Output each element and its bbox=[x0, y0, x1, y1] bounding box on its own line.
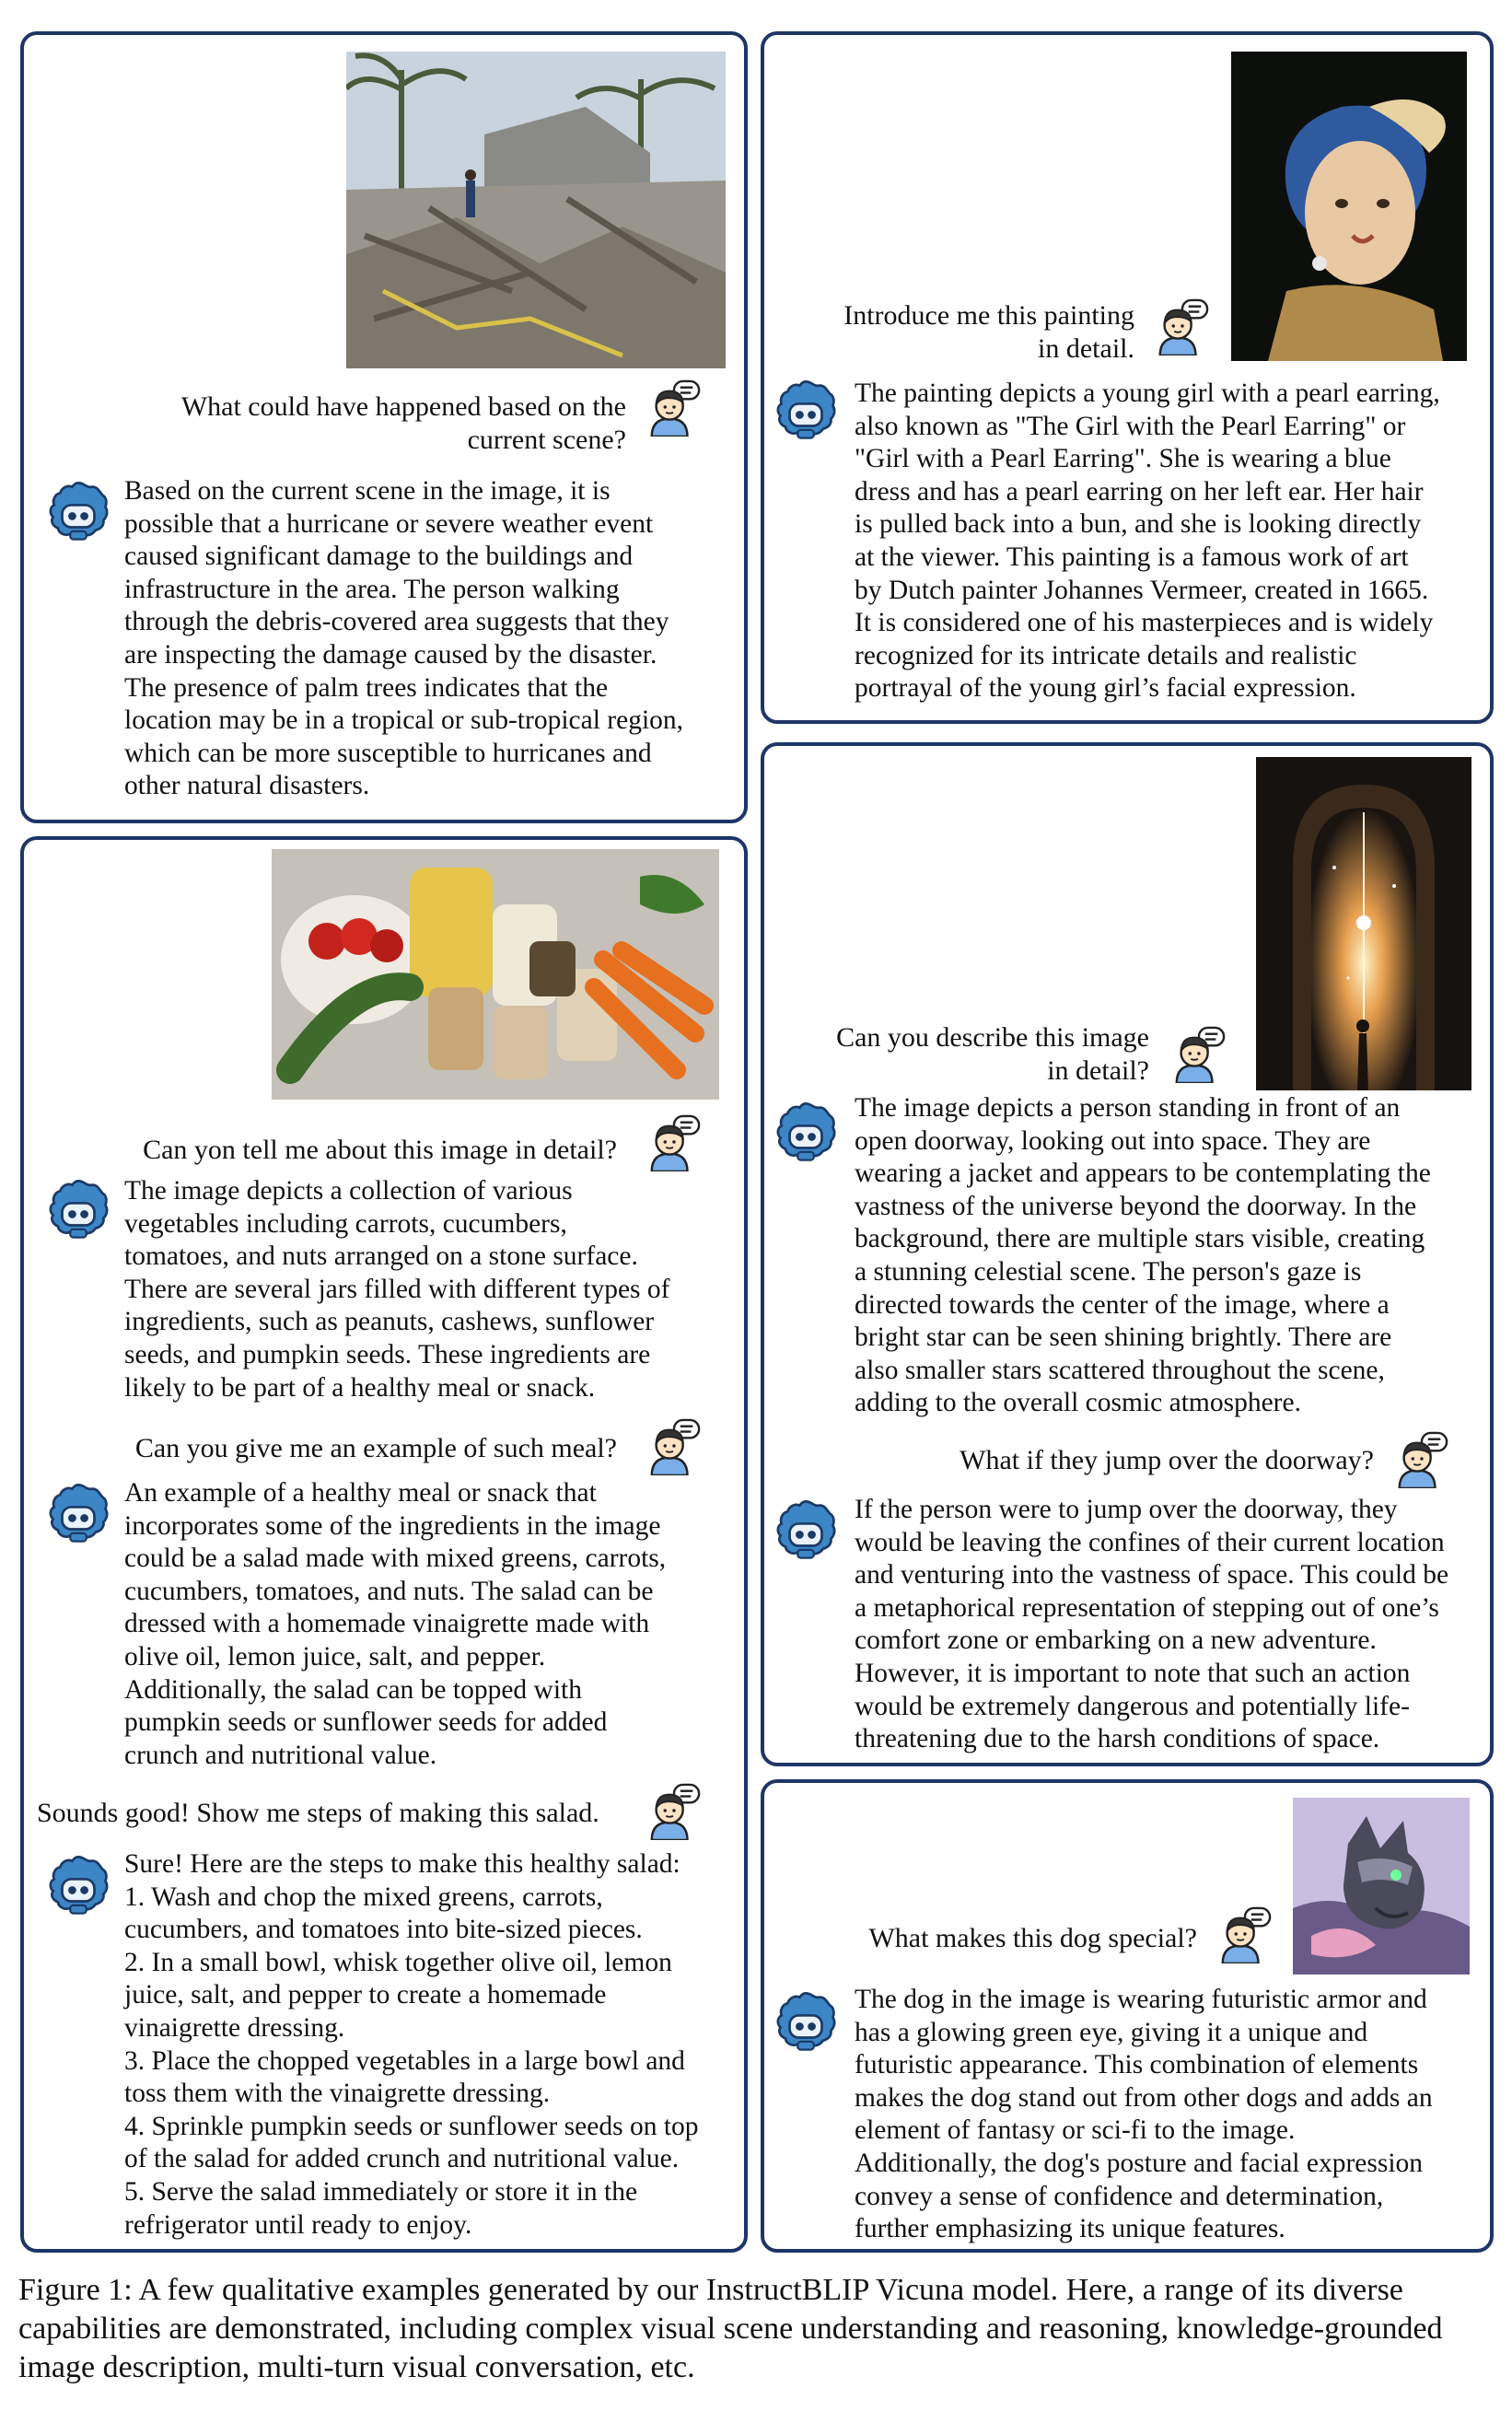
question-text: Sounds good! Show me steps of making this salad. bbox=[37, 1798, 599, 1828]
answer-text: Based on the current scene in the image, it is possible that a hurricane or severe weather event caused significant damage to the buildings and infrastructure in the area. The person walking through the debris-covered area suggests that they are inspecting the damage caused by the disaster. The presence of palm trees indicates that the location may be in a tropical or sub-tropical region, which can be more susceptible to hurricanes and other natural disasters. bbox=[124, 476, 684, 801]
question-text: What makes this dog special? bbox=[868, 1923, 1197, 1953]
instructblip-bot-icon bbox=[773, 1100, 838, 1164]
instructblip-bot-icon bbox=[773, 1497, 838, 1562]
user-avatar-icon bbox=[1392, 1431, 1449, 1488]
instructblip-bot-icon bbox=[46, 1481, 110, 1545]
question-text: What if they jump over the doorway? bbox=[960, 1445, 1374, 1475]
answer-text: The image depicts a person standing in front of an open doorway, looking out into space. They are wearing a jacket and appears to be contemplating the vastness of the universe beyond the doorway. In the background, there are multiple stars visible, creating a stunning celestial scene. The person's gaze is directed towards the center of the image, where a bright star can be seen shining brightly. There are also smaller stars scattered throughout the scene, adding to the overall cosmic atmosphere. bbox=[855, 1093, 1431, 1418]
instructblip-bot-icon bbox=[773, 1989, 838, 2054]
user-avatar-icon bbox=[645, 1114, 702, 1171]
answer-text: If the person were to jump over the doorway, they would be leaving the confines of their current location and venturing into the vastness of space. This could be a metaphorical representation of stepping out of one’s comfort zone or embarking on a new adventure. However, it is important to note that such an action would be extremely dangerous and potentially life- threatening due to the harsh conditions of space. bbox=[855, 1495, 1449, 1754]
answer-text: Sure! Here are the steps to make this healthy salad: 1. Wash and chop the mixed greens, carrots, cucumbers, and tomatoes into bite-sized pieces. 2. In a small bowl, whisk together olive oil, lemon juice, salt, and pepper to create a homemade vinaigrette dressing. 3. Place the chopped vegetables in a large bowl and toss them with the vinaigrette dressing. 4. Sprinkle pumpkin seeds or sunflower seeds on top of the salad for added crunch and nutritional value. 5. Serve the salad immediately or store it in the refrigerator until ready to enjoy. bbox=[124, 1849, 699, 2240]
question-text: Can yon tell me about this image in detail? bbox=[143, 1135, 617, 1165]
figure-caption: Figure 1: A few qualitative examples generated by our InstructBLIP Vicuna model. Here, a range of its diverse capabilities are demonstrated, including complex visual scene understanding and reasoning, knowledge-grounded image description, multi-turn visual conversation, etc. bbox=[18, 2273, 1443, 2384]
user-avatar-icon bbox=[1215, 1906, 1273, 1963]
cosmic-doorway-image bbox=[1256, 757, 1471, 1090]
answer-text: The painting depicts a young girl with a pearl earring, also known as "The Girl with the Pearl Earring" or "Girl with a Pearl Earring". She is wearing a blue dress and has a pearl earring on her left ear. Her hair is pulled back into a bun, and she is looking directly at the viewer. This painting is a famous work of art by Dutch painter Johannes Vermeer, created in 1665. It is considered one of his masterpieces and is widely recognized for its intricate details and realistic portrayal of the young girl’s facial expression. bbox=[855, 379, 1440, 704]
instructblip-bot-icon bbox=[46, 479, 110, 543]
instructblip-bot-icon bbox=[46, 1177, 110, 1241]
armored-dog-image bbox=[1293, 1798, 1470, 1975]
question-text: What could have happened based on the current scene? bbox=[180, 391, 626, 455]
user-avatar-icon bbox=[645, 1418, 702, 1475]
question-text: Can you describe this image in detail? bbox=[836, 1022, 1149, 1086]
question-text: Can you give me an example of such meal? bbox=[134, 1433, 617, 1463]
vegetables-and-jars-photo bbox=[272, 849, 719, 1100]
user-avatar-icon bbox=[1169, 1026, 1227, 1083]
user-avatar-icon bbox=[1153, 298, 1210, 355]
instructblip-bot-icon bbox=[773, 378, 838, 442]
user-avatar-icon bbox=[645, 379, 702, 437]
girl-with-pearl-earring-painting bbox=[1231, 52, 1467, 361]
question-text: Introduce me this painting in detail. bbox=[843, 300, 1134, 364]
answer-text: The dog in the image is wearing futuristic armor and has a glowing green eye, giving it a unique and futuristic appearance. This combination of elements makes the dog stand out from other dogs and adds an element of fantasy or sci-fi to the image. Additionally, the dog's posture and facial expression convey a sense of confidence and determination, further emphasizing its unique features. bbox=[855, 1985, 1433, 2244]
hurricane-damage-photo bbox=[346, 52, 726, 368]
answer-text: An example of a healthy meal or snack that incorporates some of the ingredients in the image could be a salad made with mixed greens, carrots, cucumbers, tomatoes, and nuts. The salad can be dressed with a homemade vinaigrette made with olive oil, lemon juice, salt, and pepper. Additionally, the salad can be topped with pumpkin seeds or sunflower seeds for added crunch and nutritional value. bbox=[124, 1478, 667, 1770]
answer-text: The image depicts a collection of various vegetables including carrots, cucumbers, tomatoes, and nuts arranged on a stone surface. There are several jars filled with different types of ingredients, such as peanuts, cashews, sunflower seeds, and pumpkin seeds. These ingredients are likely to be part of a healthy meal or snack. bbox=[124, 1176, 670, 1403]
instructblip-bot-icon bbox=[46, 1853, 110, 1917]
user-avatar-icon bbox=[645, 1783, 702, 1840]
